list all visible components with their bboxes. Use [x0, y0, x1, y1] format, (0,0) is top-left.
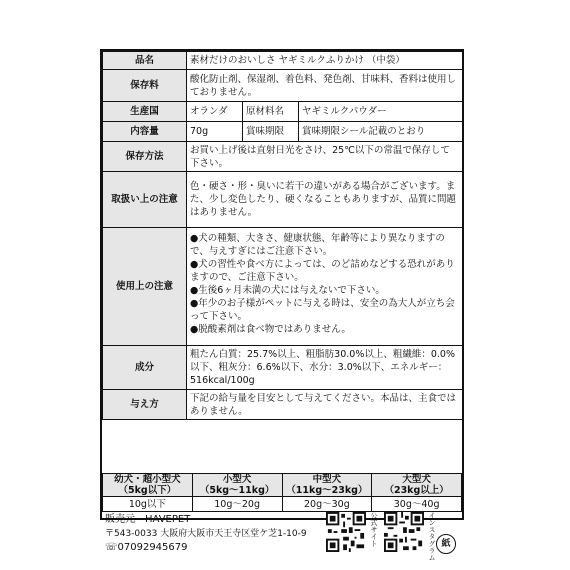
qr-code-icon [384, 512, 424, 552]
usage-line: ●犬の種類、大きさ、健康状態、年齢等により異なりますので、与えすぎにはご注意下さい。 [190, 233, 445, 257]
qr-caption: 公式サイト [370, 512, 378, 547]
usage-line: ●犬の習性や食べ方によっては、のど詰めなどする恐れがありますので、ご注意下さい。 [190, 259, 455, 283]
usage-line: ●生後6ヶ月未満の犬には与えないで下さい。 [190, 285, 385, 296]
feeding-size-table [102, 473, 462, 512]
seller-address: 〒543-0033 大阪府大阪市天王寺区堂ケ芝1-10-9 [105, 529, 307, 539]
size-header [282, 474, 372, 497]
label-composition: 成分 [103, 346, 187, 390]
qr-caption: インスタグラム [428, 512, 436, 561]
label-handling: 取扱い上の注意 [103, 172, 187, 228]
size-amount: 30g〜40g [372, 497, 462, 512]
usage-line: ●脱酸素剤は食べ物ではありません。 [190, 324, 351, 335]
size-header-line1: 大型犬 [402, 474, 431, 485]
paper-recycle-mark-icon: 紙 [436, 534, 456, 554]
label-preservatives: 保存料 [103, 70, 187, 102]
label-expiry: 賞味期限 [243, 122, 299, 142]
product-label [100, 49, 464, 561]
seller-phone: ☏07092945679 [105, 542, 188, 553]
label-usage: 使用上の注意 [103, 228, 187, 346]
label-feeding: 与え方 [103, 390, 187, 420]
value-product-name: 素材だけのおいしさ ヤギミルクふりかけ （中袋） [187, 52, 463, 70]
size-header-line2: （11kg〜23kg） [286, 485, 368, 496]
size-header [372, 474, 462, 497]
size-header [103, 474, 193, 497]
label-origin: 生産国 [103, 102, 187, 122]
qr-instagram[interactable] [384, 512, 436, 562]
value-content: 70g [187, 122, 243, 142]
qr-code-icon [326, 512, 366, 552]
value-feeding: 下記の給与量を目安として与えてください。本品は、主食ではありません。 [187, 390, 463, 420]
label-content: 内容量 [103, 122, 187, 142]
label-product-name: 品名 [103, 52, 187, 70]
value-expiry: 賞味期限シール記載のとおり [299, 122, 463, 142]
value-origin: オランダ [187, 102, 243, 122]
label-storage: 保存方法 [103, 142, 187, 172]
value-preservatives: 酸化防止剤、保湿剤、着色料、発色剤、甘味料、香料は使用しておりません。 [187, 70, 463, 102]
size-header-line2: （5kg以下） [118, 485, 177, 496]
seller-info [105, 513, 307, 555]
size-amount: 20g〜30g [282, 497, 372, 512]
footer [102, 510, 462, 566]
size-header-line1: 幼犬・超小型犬 [114, 474, 181, 485]
size-amount: 10g以下 [103, 497, 193, 512]
value-handling: 色・硬さ・形・臭いに若干の違いがある場合がございます。また、少し変色したり、硬くなることもありますが、品質に問題はありません。 [187, 172, 463, 228]
size-header-line1: 小型犬 [222, 474, 252, 485]
size-header-line1: 中型犬 [312, 474, 342, 485]
usage-line: ●年少のお子様がペットに与える時は、安全の為大人が立ち会って下さい。 [190, 298, 455, 322]
value-material: ヤギミルクパウダー [299, 102, 463, 122]
seller-name: 販売元 HAVEPET [105, 514, 191, 525]
size-header-line2: （23kg以上） [384, 485, 449, 496]
value-composition: 粗たん白質：25.7%以上、粗脂肪30.0%以上、粗繊維：0.0%以下、粗灰分：6.6%以下、水分：3.0%以下、エネルギー：516kcal/100g [187, 346, 463, 390]
size-amount: 10g〜20g [192, 497, 282, 512]
value-storage: お買い上げ後は直射日光をさけ、25℃以下の常温で保存して下さい。 [187, 142, 463, 172]
label-material: 原材料名 [243, 102, 299, 122]
size-header [192, 474, 282, 497]
qr-official-site[interactable] [326, 512, 378, 562]
size-header-line2: （5kg〜11kg） [199, 485, 275, 496]
value-usage [187, 228, 463, 346]
spec-table [102, 51, 463, 420]
